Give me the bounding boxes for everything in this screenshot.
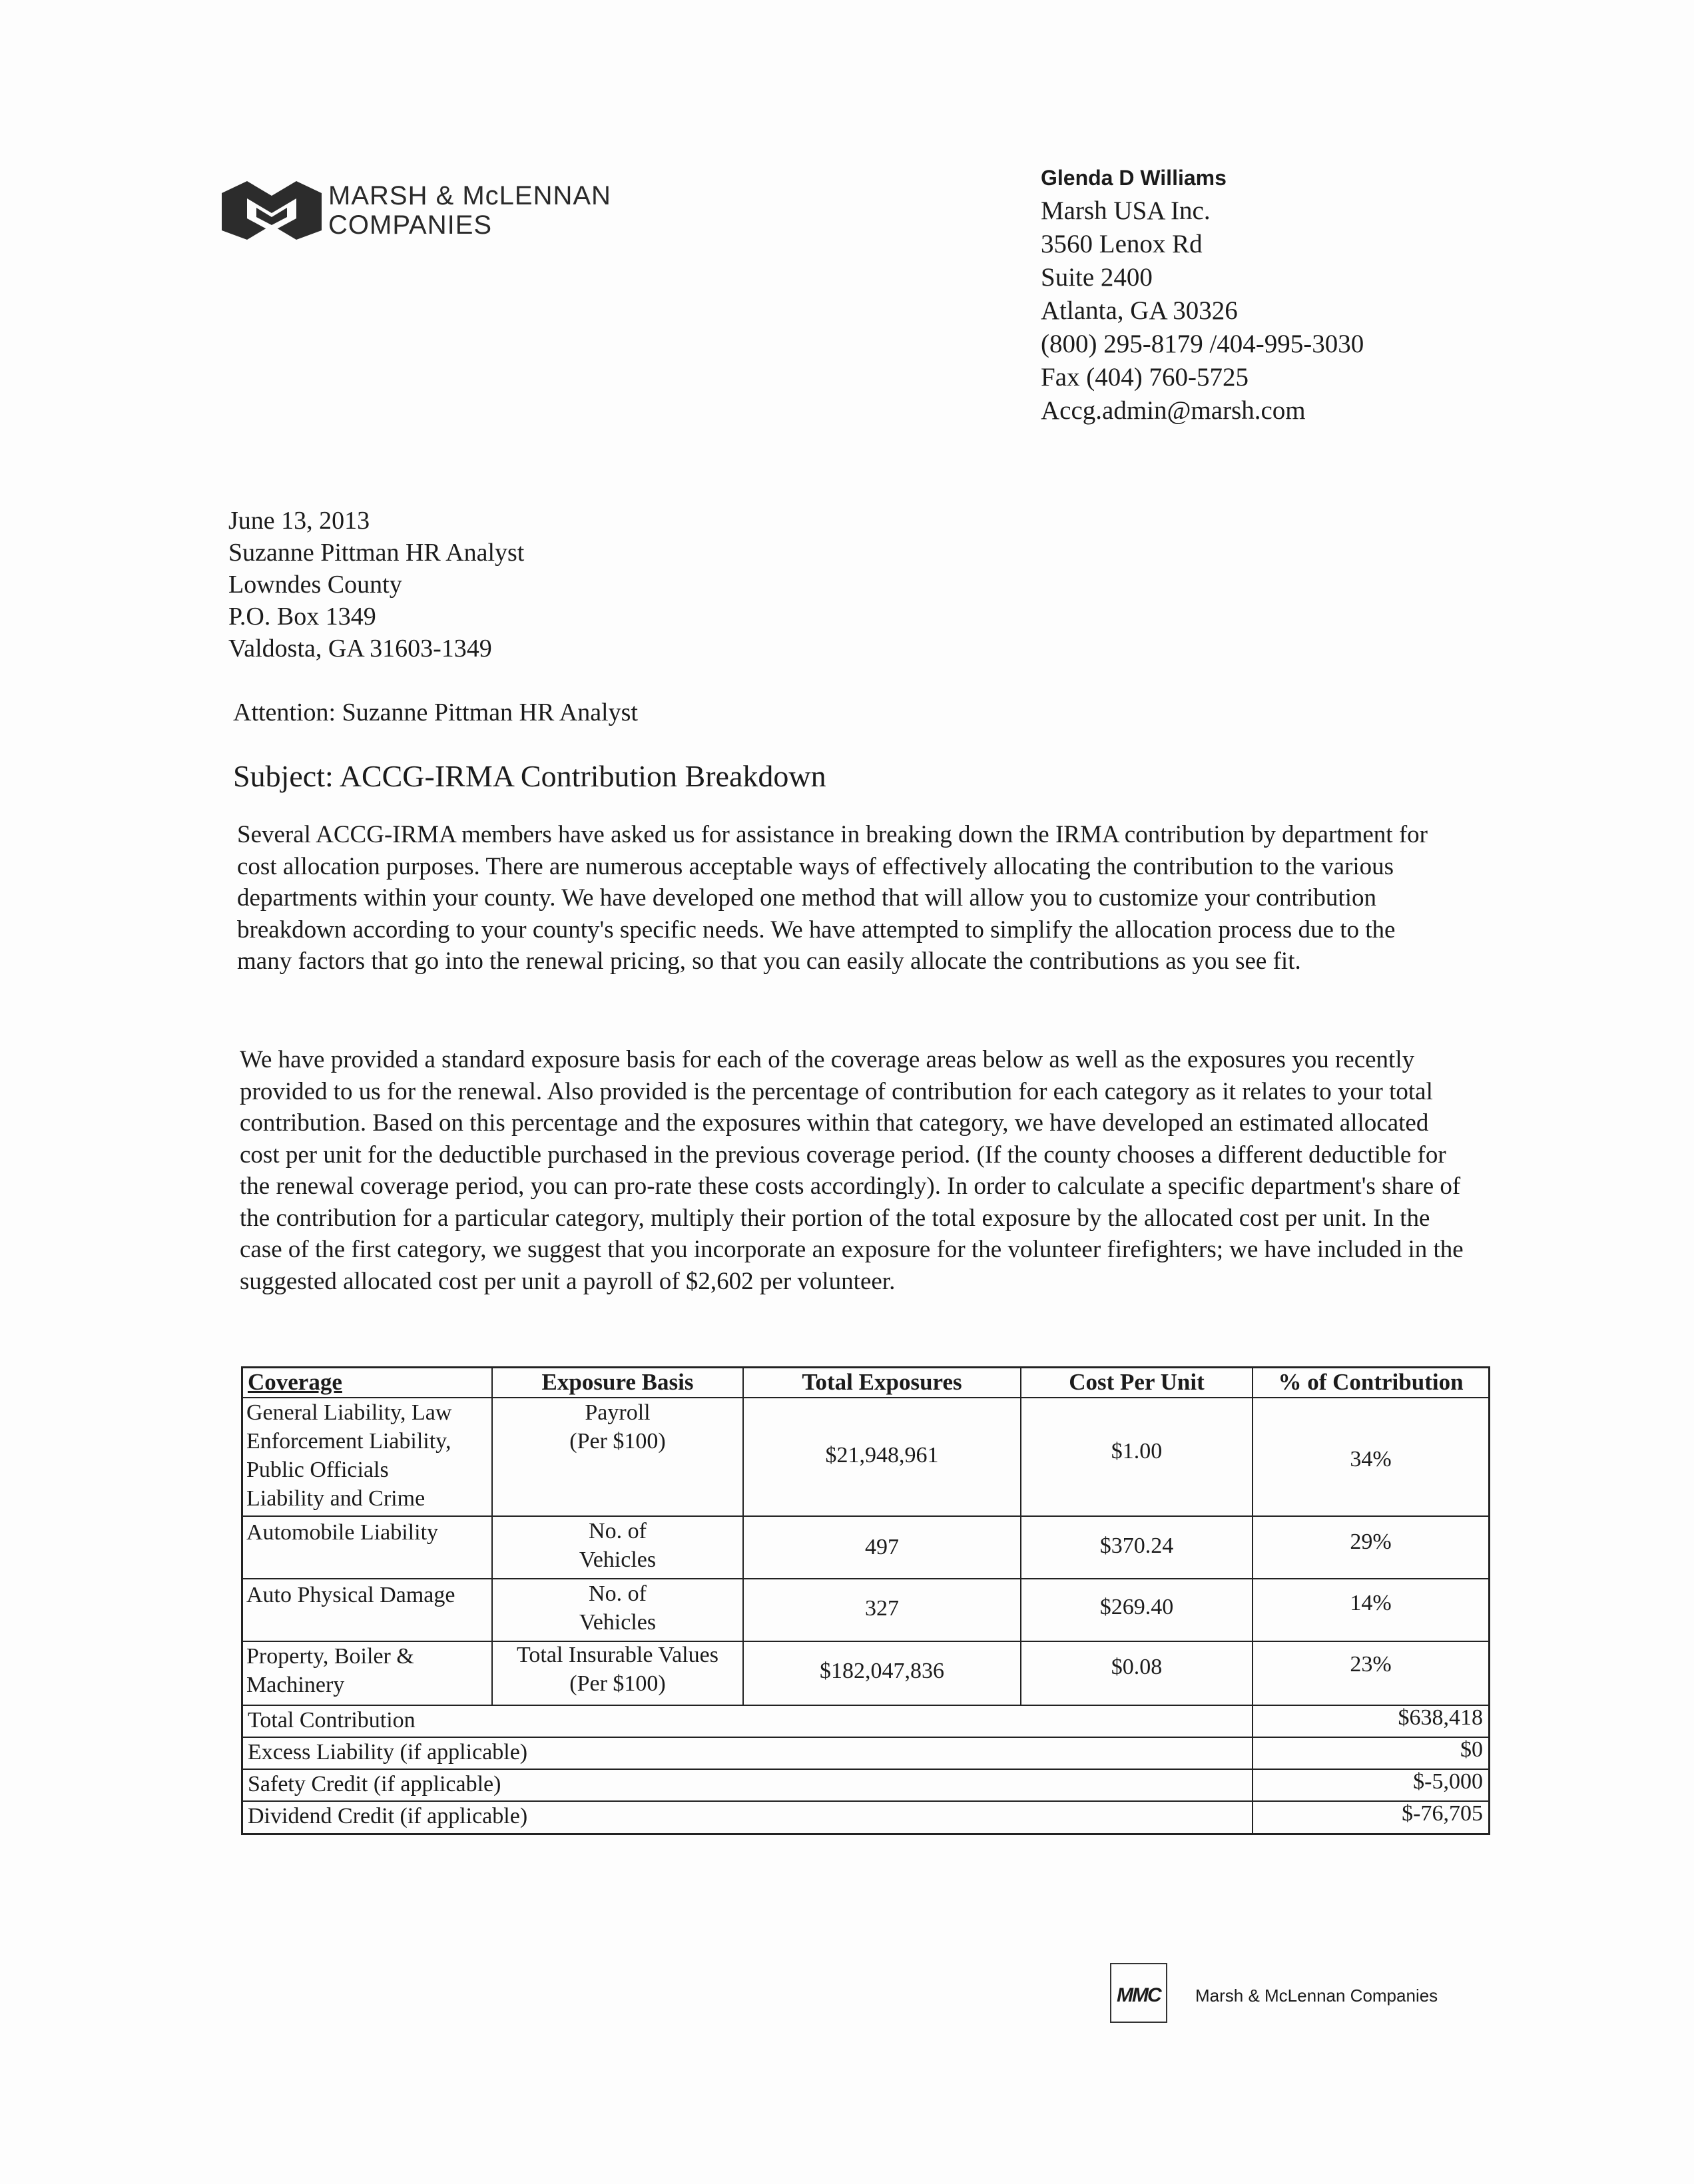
exposure-basis-cell bbox=[493, 1398, 742, 1456]
cost-per-unit-cell: $1.00 bbox=[1111, 1439, 1163, 1464]
recipient-address bbox=[228, 505, 524, 665]
body-paragraph-2: We have provided a standard exposure basis for each of the coverage areas below as well as the exposures you recently provided to us for the renewal. Also provided is the percentage of contribution for each category as it relates to your total contribution. Based on this percentage and the exposures within that category, we have developed an estimated allocated cost per unit for the deductible purchased in the previous coverage period. (If the county chooses a different deductible for the renewal coverage period, you can pro-rate these costs accordingly). In order to calculate a specific department's share of the contribution for a particular category, multiply their portion of the total exposure by the allocated cost per unit. In the case of the first category, we suggest that you incorporate an exposure for the volunteer firefighters; we have included in the suggested allocated cost per unit a payroll of $2,602 per volunteer. bbox=[240, 1046, 1464, 1295]
coverage-text: Public Officials bbox=[246, 1458, 389, 1482]
exposure-basis-cell bbox=[493, 1641, 742, 1698]
row-divider-1 bbox=[241, 1515, 1490, 1517]
table-row bbox=[246, 1581, 490, 1609]
header-coverage: Coverage bbox=[248, 1369, 342, 1395]
summary-value-excess: $0 bbox=[1460, 1737, 1483, 1762]
exposure-basis-cell bbox=[493, 1579, 742, 1637]
coverage-text: Property, Boiler & bbox=[246, 1644, 414, 1669]
basis-text: (Per $100) bbox=[569, 1671, 666, 1696]
coverage-text: General Liability, Law bbox=[246, 1400, 452, 1425]
company-logo bbox=[222, 178, 648, 245]
basis-text: Vehicles bbox=[579, 1547, 657, 1572]
coverage-text: Enforcement Liability, bbox=[246, 1429, 451, 1454]
basis-text: No. of bbox=[589, 1581, 647, 1606]
sender-name: Glenda D Williams bbox=[1041, 166, 1227, 190]
sender-phone: (800) 295-8179 /404-995-3030 bbox=[1041, 330, 1364, 358]
sender-address bbox=[1041, 161, 1364, 427]
total-exposures-cell: $182,047,836 bbox=[820, 1659, 944, 1683]
cost-per-unit-cell: $269.40 bbox=[1099, 1595, 1174, 1619]
logo-line-1: MARSH & McLENNAN bbox=[328, 181, 611, 210]
recipient-org: Lowndes County bbox=[228, 571, 402, 599]
letter-date: June 13, 2013 bbox=[228, 507, 370, 535]
footer-company-name: Marsh & McLennan Companies bbox=[1195, 1986, 1438, 2006]
sender-company: Marsh USA Inc. bbox=[1041, 196, 1211, 225]
total-exposures-cell: 327 bbox=[865, 1596, 899, 1621]
table-border-left bbox=[241, 1366, 243, 1835]
subject-line: Subject: ACCG-IRMA Contribution Breakdown bbox=[233, 759, 826, 793]
coverage-text: Auto Physical Damage bbox=[246, 1583, 455, 1607]
table-row bbox=[246, 1398, 490, 1513]
total-exposures-cell: $21,948,961 bbox=[825, 1443, 939, 1468]
body-paragraph-1: Several ACCG-IRMA members have asked us for assistance in breaking down the IRMA contribution by department for cost allocation purposes. There are numerous acceptable ways of effectively allocating the contribution to the various departments within your county. We have developed one method that will allow you to customize your contribution breakdown according to your county's specific needs. We have attempted to simplify the allocation process due to the many factors that go into the renewal pricing, so that you can easily allocate the contributions as you see fit. bbox=[237, 821, 1428, 975]
sender-street: 3560 Lenox Rd bbox=[1041, 230, 1203, 258]
logo-line-2: COMPANIES bbox=[328, 210, 493, 240]
header-total-exposures: Total Exposures bbox=[802, 1369, 962, 1395]
recipient-box: P.O. Box 1349 bbox=[228, 603, 376, 631]
basis-text: No. of bbox=[589, 1519, 647, 1543]
coverage-text: Machinery bbox=[246, 1673, 345, 1697]
basis-text: Total Insurable Values bbox=[517, 1643, 718, 1667]
summary-label-safety: Safety Credit (if applicable) bbox=[248, 1772, 501, 1796]
row-divider-2 bbox=[241, 1578, 1490, 1579]
sender-email: Accg.admin@marsh.com bbox=[1041, 396, 1306, 425]
recipient-city: Valdosta, GA 31603-1349 bbox=[228, 635, 492, 663]
basis-text: (Per $100) bbox=[569, 1429, 666, 1454]
basis-text: Vehicles bbox=[579, 1610, 657, 1635]
pct-contribution-cell: 29% bbox=[1350, 1529, 1392, 1554]
pct-contribution-cell: 23% bbox=[1350, 1652, 1392, 1677]
cost-per-unit-cell: $0.08 bbox=[1111, 1655, 1163, 1679]
footer-mark: MMC bbox=[1117, 1984, 1161, 2006]
table-border-bottom bbox=[241, 1833, 1490, 1835]
cost-per-unit-cell: $370.24 bbox=[1099, 1533, 1174, 1558]
coverage-text: Automobile Liability bbox=[246, 1520, 439, 1545]
header-cost-per-unit: Cost Per Unit bbox=[1069, 1369, 1205, 1395]
table-row bbox=[246, 1642, 490, 1699]
header-pct-contribution: % of Contribution bbox=[1278, 1369, 1464, 1395]
total-exposures-cell: 497 bbox=[865, 1535, 899, 1559]
summary-label-excess: Excess Liability (if applicable) bbox=[248, 1740, 528, 1765]
mmc-logo-icon bbox=[222, 178, 322, 242]
table-border-right bbox=[1488, 1366, 1490, 1835]
sender-fax: Fax (404) 760-5725 bbox=[1041, 363, 1249, 392]
contribution-table bbox=[241, 1366, 1490, 1835]
sender-suite: Suite 2400 bbox=[1041, 263, 1153, 292]
basis-text: Payroll bbox=[585, 1400, 651, 1425]
sender-city: Atlanta, GA 30326 bbox=[1041, 296, 1238, 325]
summary-label-total: Total Contribution bbox=[248, 1708, 416, 1733]
footer-logo bbox=[1110, 1963, 1456, 2023]
table-row bbox=[246, 1518, 490, 1547]
summary-value-dividend: $-76,705 bbox=[1402, 1801, 1483, 1826]
coverage-text: Liability and Crime bbox=[246, 1486, 425, 1511]
summary-label-dividend: Dividend Credit (if applicable) bbox=[248, 1804, 528, 1828]
exposure-basis-cell bbox=[493, 1517, 742, 1574]
pct-contribution-cell: 14% bbox=[1350, 1591, 1392, 1615]
recipient-name: Suzanne Pittman HR Analyst bbox=[228, 539, 525, 567]
attention-line: Attention: Suzanne Pittman HR Analyst bbox=[233, 698, 638, 726]
summary-value-safety: $-5,000 bbox=[1413, 1769, 1483, 1794]
pct-contribution-cell: 34% bbox=[1350, 1447, 1392, 1472]
summary-value-total: $638,418 bbox=[1398, 1705, 1483, 1730]
header-exposure-basis: Exposure Basis bbox=[541, 1369, 694, 1395]
